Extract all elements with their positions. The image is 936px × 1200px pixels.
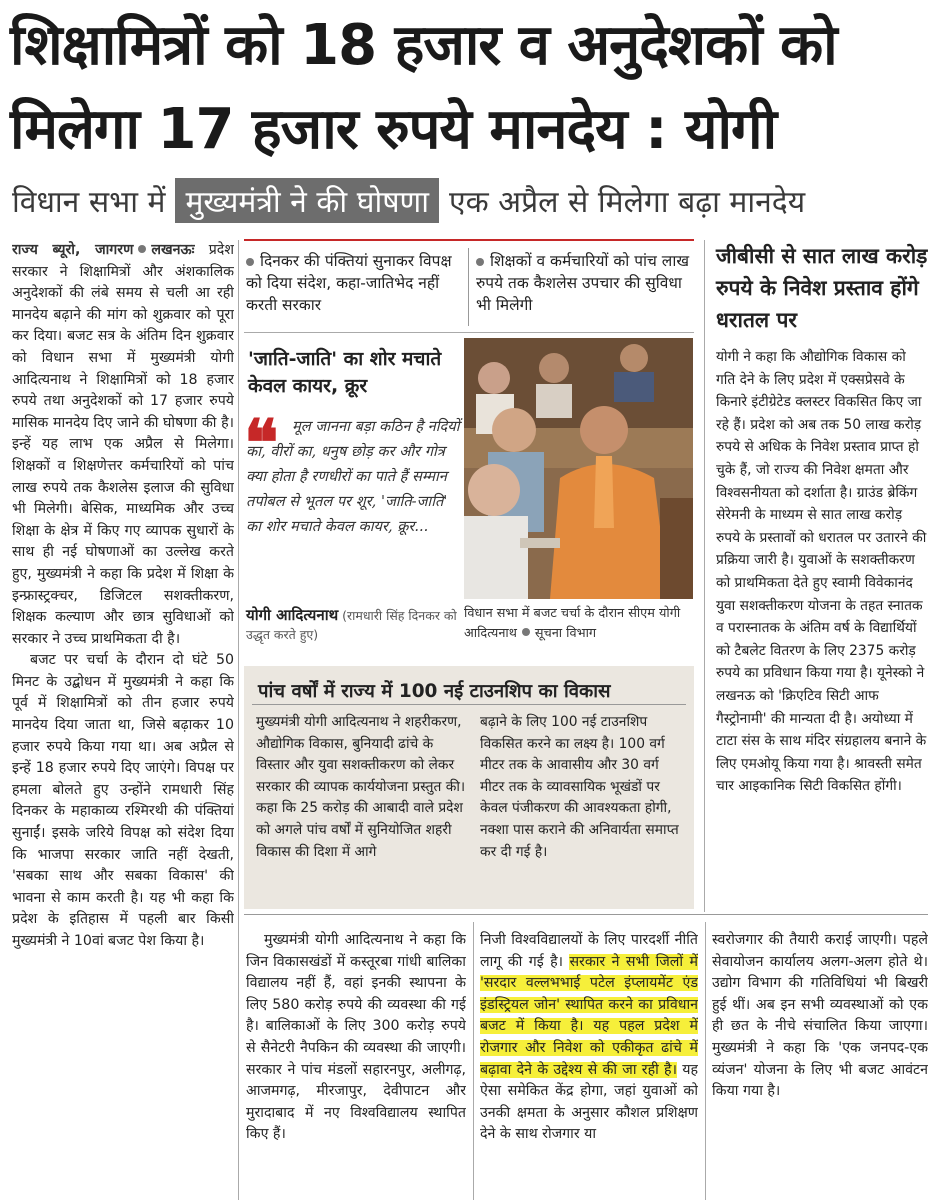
highlight-text: दिनकर की पंक्तियां सुनाकर विपक्ष को दिया संदेश, कहा-जातिभेद नहीं करती सरकार [246,252,452,314]
article-paragraph-2: बजट पर चर्चा के दौरान दो घंटे 50 मिनट के उद्बोधन में मुख्यमंत्री ने कहा कि पूर्व में शिक्षामित्रों को तीन हजार रुपये मानदेय दिया जाता था, जिसे बढ़ाकर 10 हजार रुपये किया गया था। अब अप्रैल से इन्हें 18 हजार रुपये दिए जाएंगे। विपक्ष पर हमला बोलते हुए उन्होंने रामधारी सिंह दिनकर के महाकाव्य रश्मिरथी की पंक्तियां सुनाईं। इसके जरिये विपक्ष को संदेश दिया कि भाजपा सरकार जाति नहीं देखती, 'सबका साथ और सबका विकास' की भावना से काम करती है। यह भी कहा कि प्रदेश के इतिहास में पहली बार किसी मुख्यमंत्री ने 10वां बजट पेश किया है। [12,652,234,949]
article-paragraph-1: प्रदेश सरकार ने शिक्षामित्रों और अंशकालिक अनुदेशकों की लंबे समय से चली आ रही मानदेय बढ़ाने की मांग को शुक्रवार को पूरा कर दिया। बजट सत्र के अंतिम दिन शुक्रवार को विधान सभा में मुख्यमंत्री योगी आदित्यनाथ ने शिक्षामित्रों को 18 हजार रुपये तथा अनुदेशकों को 17 हजार रुपये मासिक मानदेय दिए जाने की घोषणा की है। इन्हें यह लाभ एक अप्रैल से मिलेगा। शिक्षकों व शिक्षणेत्तर कर्मचारियों को पांच लाख रुपये तक कैशलेस इलाज की सुविधा भी मिलेगी। बेसिक, माध्यमिक और उच्च शिक्षा के क्षेत्र में किए गए व्यापक सुधारों के साथ ही नई घोषणाओं का उल्लेख करते हुए, मुख्यमंत्री ने कहा कि प्रदेश में शिक्षा के इन्फ्रास्ट्रक्चर, डिजिटल सशक्तीकरण, शिक्षक कल्याण और छात्र सुविधाओं को सरकार ने उच्च प्राथमिकता दी है। [12,242,234,647]
subheadline-right: एक अप्रैल से मिलेगा बढ़ा मानदेय [449,184,806,220]
box-story-heading: पांच वर्षों में राज्य में 100 नई टाउनशिप का विकास [258,681,611,702]
caption-text: विधान सभा में बजट चर्चा के दौरान सीएम योगी आदित्यनाथ [464,606,681,641]
highlighted-text: सरकार ने सभी जिलों में 'सरदार वल्लभभाई पटेल इंप्लायमेंट एंड इंडस्ट्रियल जोन' स्थापित करने का प्रविधान बजट में किया है। यह पहल प्रदेश में रोजगार और निवेश को एकीकृत ढांचे में बढ़ावा देने के उद्देश्य से की जा रही है। [480,953,698,1078]
dateline: लखनऊः [151,242,195,258]
side-story-body: योगी ने कहा कि औद्योगिक विकास को गति देने के लिए प्रदेश में एक्सप्रेसवे के किनारे इंटीग्रेटेड क्लस्टर विकसित किए जा रहे हैं। प्रदेश को अब तक 50 लाख करोड़ रुपये से अधिक के निवेश प्रस्ताव प्राप्त हो चुके हैं, जो राज्य की निवेश क्षमता और विश्वसनीयता को दर्शाता है। ग्राउंड ब्रेकिंग सेरेमनी के माध्यम से सात लाख करोड़ रुपये के प्रस्तावों को धरातल पर उतारने की प्रक्रिया जारी है। युवाओं के सशक्तीकरण को प्राथमिकता देते हुए स्वामी विवेकानंद युवा सशक्तीकरण योजना के तहत स्नातक व परास्नातक के अंतिम वर्ष के विद्यार्थियों को टैबलेट वितरण के लिए 2375 करोड़ रुपये का प्रविधान किया गया है। यूनेस्को ने लखनऊ को 'क्रिएटिव सिटी आफ गैस्ट्रोनामी' की मान्यता दी है। अयोध्या में टाटा संस के साथ मंदिर संग्रहालय बनाने के लिए एमओयू किया गया है। श्रावस्ती समेत चार आइकानिक सिटी विकसित होंगी। [716,349,927,795]
article-paragraph: मुख्यमंत्री योगी आदित्यनाथ ने कहा कि जिन विकासखंडों में कस्तूरबा गांधी बालिका विद्यालय नहीं हैं, वहां इनकी स्थापना के लिए 580 करोड़ रुपये की व्यवस्था की गई है। बालिकाओं के लिए 300 करोड़ रुपये से सैनेटरी नैपकिन की व्यवस्था की जाएगी। सरकार ने पांच मंडलों सहारनपुर, अलीगढ़, आजमगढ़, मीरजापुर, देवीपाटन और मुरादाबाद में नए विश्वविद्यालय स्थापित किए हैं। [246,932,466,1143]
article-column-1 [12,240,234,1198]
quote-heading: 'जाति-जाति' का शोर मचाते केवल कायर, क्रूर [248,348,442,397]
column-divider [473,922,474,1200]
highlight-text: शिक्षकों व कर्मचारियों को पांच लाख रुपये तक कैशलेस उपचार की सुविधा भी मिलेगी [476,252,690,314]
photo-credit: सूचना विभाग [534,626,597,641]
quote-text: मूल जानना बड़ा कठिन है नदियों का, वीरों का, धनुष छोड़ कर और गोत्र क्या होता है रणधीरों का पाते हैं सम्मान तपोबल से भूतल पर शूर, 'जाति-जाति' का शोर मचाते केवल कायर, क्रूर... [246,418,460,535]
headline [10,4,926,172]
quote-attribution [246,606,460,644]
article-column-2 [246,930,466,1200]
column-divider [704,240,705,912]
divider [252,704,686,705]
article-paragraph: स्वरोजगार की तैयारी कराई जाएगी। पहले सेवायोजन कार्यालय अलग-अलग होते थे। उद्योग विभाग की गतिविधियां भी बिखरी हुई थीं। अब इन सभी व्यवस्थाओं को एक ही छत के नीचे संचालित किया जाएगा। मुख्यमंत्री ने कहा कि 'एक जनपद-एक व्यंजन' योजना के लिए भी बजट आवंटन किया गया है। [712,932,928,1100]
article-text: निजी विश्वविद्यालयों के लिए पारदर्शी नीति लागू की गई है। [480,932,698,970]
divider [244,914,928,915]
column-divider [238,240,239,1200]
photo-cm-assembly [464,338,693,599]
highlight-2 [476,250,690,316]
article-column-3 [480,930,698,1200]
quote-mark-icon: ❝ [244,406,279,481]
side-story-heading: जीबीसी से सात लाख करोड़ रुपये के निवेश प्रस्ताव होंगे धरातल पर [716,244,928,332]
photo-image [464,338,693,599]
byline: राज्य ब्यूरो, जागरण [12,242,134,258]
highlight-divider [468,248,469,326]
article-column-4 [712,930,928,1200]
quote-author-note: (रामधारी सिंह दिनकर को उद्धृत करते हुए) [246,608,457,642]
bullet-dot-icon [522,628,530,636]
photo-caption [464,604,693,644]
quote-author: योगी आदित्यनाथ [246,606,339,624]
subheadline-highlight: मुख्यमंत्री ने की घोषणा [175,178,439,223]
box-story-column-1: मुख्यमंत्री योगी आदित्यनाथ ने शहरीकरण, औद्योगिक विकास, बुनियादी ढांचे के विस्तार और युवा सशक्तीकरण को लेकर सरकार की व्यापक कार्ययोजना प्रस्तुत की। कहा कि 25 करोड़ की आबादी वाले प्रदेश को अगले पांच वर्षों में सुनियोजित शहरी विकास की दिशा में आगे [256,714,466,860]
headline-line-1: शिक्षामित्रों को 18 हजार व अनुदेशकों को [10,13,837,78]
box-story-column-2: बढ़ाने के लिए 100 नई टाउनशिप विकसित करने का लक्ष्य है। 100 वर्ग मीटर तक के आवासीय और 30 वर्ग मीटर तक के व्यावसायिक भूखंडों पर केवल पंजीकरण की आवश्यकता होगी, नक्शा पास कराने की अनिवार्यता समाप्त कर दी गई है। [480,714,679,860]
column-divider [705,922,706,1200]
bullet-dot-icon [138,245,146,253]
headline-line-2: मिलेगा 17 हजार रुपये मानदेय : योगी [10,97,777,162]
highlight-1 [246,250,460,316]
divider [244,332,694,333]
subheadline [12,174,924,226]
red-rule [244,239,694,241]
subheadline-left: विधान सभा में [12,184,166,220]
bullet-dot-icon [476,258,484,266]
bullet-dot-icon [246,258,254,266]
article-text: यह ऐसा समेकित केंद्र होगा, जहां युवाओं को उनकी क्षमता के अनुसार कौशल प्रशिक्षण देने के साथ रोजगार या [480,1061,698,1143]
